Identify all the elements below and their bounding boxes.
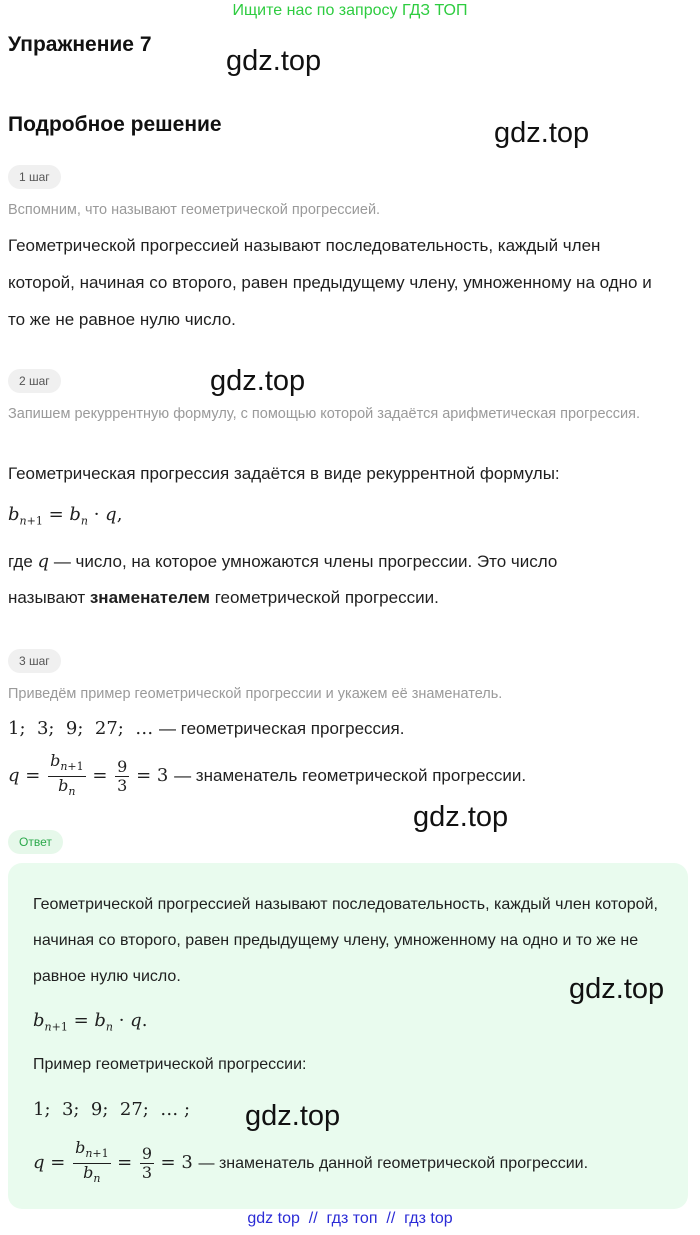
solution-title: Подробное решение bbox=[8, 113, 222, 136]
watermark: gdz.top bbox=[226, 45, 322, 77]
step-1-badge: 1 шаг bbox=[8, 165, 61, 189]
step-2-badge: 2 шаг bbox=[8, 369, 61, 393]
fraction-bn1-bn: $\frac{b_{n+1}}{b_n}$ bbox=[50, 751, 84, 799]
step-3-sequence-line: 1; 3; 9; 27; … — геометрическая прогрессия. bbox=[8, 718, 405, 739]
step-2-hint: Запишем рекуррентную формулу, с помощью которой задаётся арифметическая прогрессия. bbox=[8, 406, 641, 422]
answer-ratio-line: q = $\frac{b_{n+1}}{b_n}$ = $\frac{9}{3}$ = 3 — знаменатель данной геометрической прогрессии. bbox=[33, 1139, 588, 1188]
fraction-9-3: $\frac{9}{3}$ bbox=[117, 757, 128, 796]
answer-example-label: Пример геометрической прогрессии: bbox=[33, 1056, 307, 1073]
step-2-text: Геометрическая прогрессия задаётся в виде рекуррентной формулы: bbox=[8, 464, 560, 483]
step-3-hint: Приведём пример геометрической прогрессии и укажем её знаменатель. bbox=[8, 686, 503, 702]
exercise-title: Упражнение 7 bbox=[8, 33, 152, 56]
watermark: gdz.top bbox=[413, 801, 509, 833]
watermark: gdz.top bbox=[210, 365, 306, 397]
footer-links[interactable]: gdz top // гдз топ // гдз top bbox=[247, 1210, 453, 1227]
answer-badge: Ответ bbox=[8, 830, 63, 854]
search-hint-banner: Ищите нас по запросу ГДЗ ТОП bbox=[232, 2, 468, 19]
fraction-bn1-bn: $\frac{b_{n+1}}{b_n}$ bbox=[75, 1138, 109, 1186]
step-3-ratio-line: q = $\frac{b_{n+1}}{b_n}$ = $\frac{9}{3}$ = 3 — знаменатель геометрической прогрессии. bbox=[8, 752, 526, 801]
answer-recurrent-formula: $b_{n+1} = b_n \cdot q$. bbox=[33, 1010, 148, 1034]
fraction-9-3: $\frac{9}{3}$ bbox=[141, 1144, 153, 1183]
step-1-hint: Вспомним, что называют геометрической прогрессией. bbox=[8, 202, 381, 218]
recurrent-formula: $b_{n+1} = b_n \cdot q$, bbox=[8, 504, 123, 528]
answer-sequence: 1; 3; 9; 27; … ; bbox=[33, 1099, 191, 1120]
answer-text: Геометрической прогрессией называют последовательность, каждый член которой, начиная со второго, равен предыдущему члену, умноженному на одно и то же не равное нулю число. bbox=[33, 896, 658, 985]
step-2-called-line: называют знаменателем геометрической прогрессии. bbox=[8, 588, 439, 607]
watermark: gdz.top bbox=[494, 117, 590, 149]
step-2-where-line: где q — число, на которое умножаются члены прогрессии. Это число bbox=[8, 551, 558, 572]
step-1-text: Геометрической прогрессией называют последовательность, каждый член которой, начиная со второго, равен предыдущему члену, умноженному на одно и то же не равное нулю число. bbox=[8, 236, 652, 329]
step-3-badge: 3 шаг bbox=[8, 649, 61, 673]
watermark: gdz.top bbox=[569, 973, 665, 1005]
watermark: gdz.top bbox=[245, 1100, 341, 1132]
